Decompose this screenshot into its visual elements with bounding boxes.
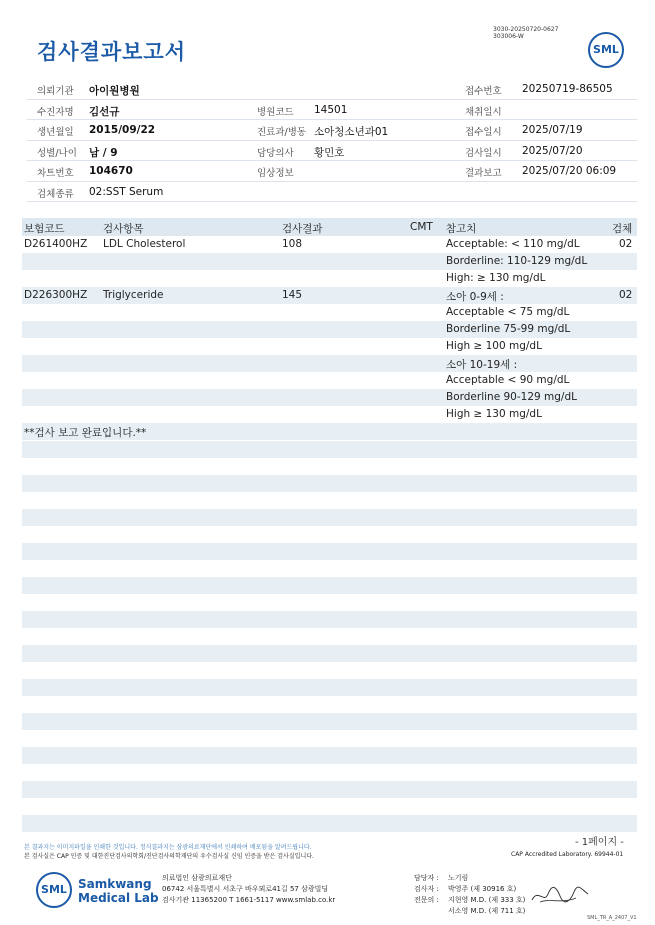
cell-reference: Borderline 90-129 mg/dL xyxy=(446,391,577,403)
info-row xyxy=(27,161,637,182)
patient-info xyxy=(27,79,637,202)
chart-no: 104670 xyxy=(89,165,133,177)
label-receipt-date: 접수일시 xyxy=(465,127,502,138)
table-row xyxy=(22,287,637,304)
patient-name: 김선규 xyxy=(89,105,120,118)
logo-text: SML xyxy=(593,43,619,56)
cell-result: 145 xyxy=(282,289,303,301)
header-cmt: CMT xyxy=(410,221,433,233)
cell-insurance-code: **검사 보고 완료입니다.** xyxy=(24,427,147,439)
cell-reference: 소아 10-19세 : xyxy=(446,359,518,371)
label-physician: 담당의사 xyxy=(257,147,294,159)
cell-reference: Acceptable: < 110 mg/dL xyxy=(446,238,580,250)
page-number: - 1페이지 - xyxy=(575,837,624,848)
label-hospital-code: 병원코드 xyxy=(257,106,294,118)
signature-icon xyxy=(530,882,590,908)
table-body xyxy=(22,236,637,440)
info-row xyxy=(27,182,637,203)
sml-logo-icon xyxy=(588,32,624,68)
label-test-date: 검사일시 xyxy=(465,147,502,159)
brand-name xyxy=(78,877,159,905)
print-notice: 본 결과지는 이미지파일을 인쇄한 것입니다. 정식결과지는 삼광의료재단에서 인쇄하여 배포됨을 알려드립니다. xyxy=(24,844,312,851)
document-code-line1: 3030-20250720-0627 xyxy=(493,26,559,33)
empty-row xyxy=(22,747,637,764)
sex-age: 남 / 9 xyxy=(89,146,118,159)
cell-specimen: 02 xyxy=(619,289,633,301)
page-title: 검사결과보고서 xyxy=(37,40,187,64)
cell-result: 108 xyxy=(282,238,303,250)
department: 소아청소년과01 xyxy=(314,126,389,138)
label-report-date: 결과보고 xyxy=(465,168,502,179)
table-row xyxy=(22,372,637,389)
table-header xyxy=(22,218,637,236)
empty-row xyxy=(22,645,637,662)
label-patient-name: 수진자명 xyxy=(37,106,74,118)
cell-test-item: LDL Cholesterol xyxy=(103,238,186,250)
table-row xyxy=(22,236,637,253)
cell-reference: Borderline 75-99 mg/dL xyxy=(446,323,571,335)
cell-reference: High: ≥ 130 mg/dL xyxy=(446,272,546,284)
label-birth-date: 생년월일 xyxy=(37,127,74,138)
table-row xyxy=(22,406,637,423)
label-sex-age: 성별/나이 xyxy=(37,147,77,159)
empty-row xyxy=(22,543,637,560)
label-clinical-info: 임상정보 xyxy=(257,168,294,179)
receipt-date: 2025/07/19 xyxy=(522,124,583,136)
label-requesting-org: 의뢰기관 xyxy=(37,86,74,97)
empty-row xyxy=(22,475,637,492)
table-row xyxy=(22,338,637,355)
specialist-name-2: 서소영 M.D. (제 711 호) xyxy=(448,907,526,915)
specialist-label: 전문의 : xyxy=(414,896,439,904)
results-table xyxy=(22,218,637,440)
header-test-item: 검사항목 xyxy=(103,223,144,235)
sml-footer-logo-icon xyxy=(36,872,72,908)
info-row xyxy=(27,120,637,141)
label-collection-date: 채취일시 xyxy=(465,106,502,118)
cell-reference: High ≥ 100 mg/dL xyxy=(446,340,542,352)
document-code-line2: 303006-W xyxy=(493,33,524,40)
report-date: 2025/07/20 06:09 xyxy=(522,165,617,177)
header-insurance-code: 보험코드 xyxy=(24,223,65,235)
cap-accreditation: CAP Accredited Laboratory. 69944-01 xyxy=(511,851,624,858)
cell-test-item: Triglyceride xyxy=(103,289,164,301)
lab-contact: 검사기관 11365200 T 1661-5117 www.smlab.co.kr xyxy=(162,896,336,904)
info-row xyxy=(27,100,637,121)
empty-row xyxy=(22,713,637,730)
lab-street: 06742 서울특별시 서초구 바우뫼로41길 57 삼광빌딩 xyxy=(162,885,329,893)
accreditation-notice: 본 검사실은 CAP 인증 및 대한진단검사의학회/진단검사의학재단의 우수검사실 신임 인증을 받은 검사실입니다. xyxy=(24,853,314,860)
header-result: 검사결과 xyxy=(282,223,323,235)
birth-date: 2015/09/22 xyxy=(89,124,156,136)
test-date: 2025/07/20 xyxy=(522,144,583,157)
document-code xyxy=(493,26,558,40)
label-chart-no: 차트번호 xyxy=(37,168,74,179)
cell-reference: Acceptable < 90 mg/dL xyxy=(446,374,570,386)
specimen-type: 02:SST Serum xyxy=(89,185,164,198)
hospital-code: 14501 xyxy=(314,103,348,116)
label-department: 진료과/병동 xyxy=(257,127,307,138)
table-row xyxy=(22,355,637,372)
table-row xyxy=(22,321,637,338)
lab-name: 의료법인 삼광의료재단 xyxy=(162,874,232,882)
empty-row xyxy=(22,781,637,798)
empty-row xyxy=(22,441,637,458)
header-specimen: 검체 xyxy=(612,223,633,235)
table-row xyxy=(22,304,637,321)
table-row xyxy=(22,270,637,287)
manager-name: 노기림 xyxy=(448,874,469,882)
cell-insurance-code: D261400HZ xyxy=(24,238,88,250)
cell-insurance-code: D226300HZ xyxy=(24,289,88,301)
lab-address xyxy=(162,873,335,906)
info-row xyxy=(27,79,637,100)
requesting-org: 아이원병원 xyxy=(89,85,140,97)
cell-specimen: 02 xyxy=(619,238,633,250)
receipt-no: 20250719-86505 xyxy=(522,83,613,95)
label-receipt-no: 접수번호 xyxy=(465,86,502,97)
empty-row xyxy=(22,509,637,526)
staff-list xyxy=(414,873,525,917)
tester-label: 검사자 : xyxy=(414,885,439,893)
brand-line1: Samkwang xyxy=(78,877,152,891)
footer-logo-text: SML xyxy=(41,883,67,896)
brand-line2: Medical Lab xyxy=(78,891,159,905)
empty-row xyxy=(22,577,637,594)
cell-reference: Borderline: 110-129 mg/dL xyxy=(446,255,588,267)
table-row xyxy=(22,389,637,406)
empty-row xyxy=(22,815,637,832)
header-reference: 참고치 xyxy=(446,223,477,235)
form-version: SML_TR_A_2407_V1 xyxy=(587,915,637,921)
tester-name: 박영주 (제 30916 호) xyxy=(448,885,517,893)
empty-rows xyxy=(22,441,637,849)
table-row xyxy=(22,253,637,270)
info-row xyxy=(27,141,637,162)
empty-row xyxy=(22,611,637,628)
manager-label: 담당자 : xyxy=(414,874,439,882)
physician: 황민호 xyxy=(314,146,345,159)
cell-reference: High ≥ 130 mg/dL xyxy=(446,408,542,420)
label-specimen-type: 검체종류 xyxy=(37,188,74,200)
table-row xyxy=(22,423,637,440)
specialist-name-1: 지현영 M.D. (제 333 호) xyxy=(448,896,526,904)
cell-reference: 소아 0-9세 : xyxy=(446,291,504,303)
empty-row xyxy=(22,679,637,696)
cell-reference: Acceptable < 75 mg/dL xyxy=(446,306,570,318)
